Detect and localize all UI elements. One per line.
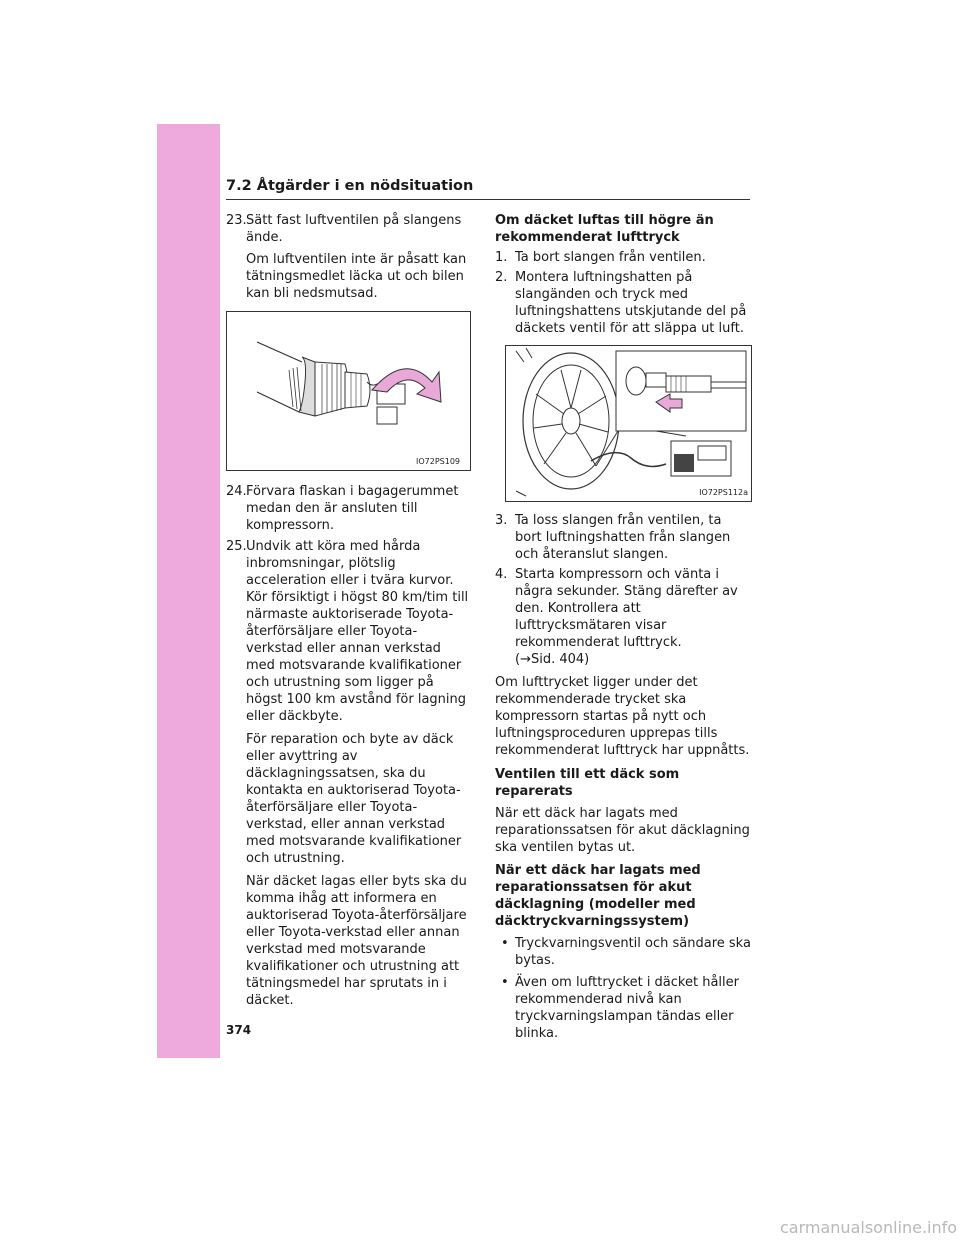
step-number: 2. [495,270,508,285]
heading-overinflated: Om däcket luftas till högre än rekommenderat lufttryck [495,213,714,245]
step-text: Montera luftningshatten på slangänden och tryck med luftningshattens utskjutande del på däckets ventil för att släppa ut luft. [515,270,747,336]
left-column [226,212,472,302]
step-r3 [495,512,751,563]
step-number: 24. [226,484,247,499]
step-text: Ta loss slangen från ventilen, ta bort luftningshatten från slangen och återanslut slangen. [515,513,731,562]
paragraph-repeat: Om lufttrycket ligger under det rekommenderade trycket ska kompressorn startas på nytt och luftningsproceduren upprepas tills rekommenderat lufttryck har uppnåtts. [495,675,750,758]
step-note: För reparation och byte av däck eller avyttring av däcklagningssatsen, ska du kontakta en auktoriserad Toyota-återförsäljare eller Toyota-verkstad, eller annan verkstad med motsvarande kvalifikationer och utrustning. [246,732,462,866]
step-text: Undvik att köra med hårda inbromsningar, plötslig acceleration eller i tvära kurvor. Kör försiktigt i högst 80 km/tim till närmaste auktoriserade Toyota-återförsäljare eller Toyota-verkstad eller annan verkstad med motsvarande kvalifikationer och utrustning som ligger på högst 100 km avstånd för lagning eller däckbyte. [246,539,469,724]
step-number: 1. [495,250,508,265]
bullet-icon: • [501,936,509,951]
step-text: Förvara flaskan i bagagerummet medan den är ansluten till kompressorn. [246,484,459,533]
step-text: Ta bort slangen från ventilen. [515,250,706,265]
list-item-text: Även om lufttrycket i däcket håller rekommenderad nivå kan tryckvarningslampan tändas eller blinka. [515,975,739,1041]
heading-tpms: När ett däck har lagats med reparationssatsen för akut däcklagning (modeller med däcktryckvarningssystem) [495,863,701,929]
step-r2 [495,269,751,337]
list-item [495,974,751,1042]
step-23 [226,212,472,302]
bullet-icon: • [501,975,509,990]
figure-code: IO72PS109 [415,457,460,466]
step-number: 25. [226,539,247,554]
valve-illustration [227,312,470,470]
step-number: 23. [226,213,247,228]
left-column-lower [226,483,472,1009]
step-number: 3. [495,513,508,528]
figure-valve [226,311,471,471]
right-column [495,212,751,337]
paragraph-replace-valve: När ett däck har lagats med reparationssatsen för akut däcklagning ska ventilen bytas ut. [495,806,750,855]
watermark: carmanualsonline.info [780,1218,958,1237]
step-number: 4. [495,567,508,582]
step-note: Om luftventilen inte är påsatt kan tätningsmedlet läcka ut och bilen kan bli nedsmutsad. [246,252,467,301]
right-column-lower [495,512,751,1042]
heading-repaired-valve: Ventilen till ett däck som reparerats [495,767,680,799]
wheel-illustration [506,346,751,501]
page-reference[interactable]: (→Sid. 404) [515,652,590,667]
section-rule [226,199,750,200]
list-item-text: Tryckvarningsventil och sändare ska bytas. [515,936,751,968]
figure-code: IO72PS112a [699,488,748,497]
step-text: Sätt fast luftventilen på slangens ände. [246,213,462,245]
page-number: 374 [226,1023,252,1037]
list-item [495,935,751,969]
step-24 [226,483,472,534]
step-25 [226,538,472,1009]
step-r4 [495,566,751,668]
section-title: 7.2 Åtgärder i en nödsituation [226,178,474,194]
chapter-sidebar [157,124,220,1058]
step-r1 [495,249,751,266]
step-note: När däcket lagas eller byts ska du komma ihåg att informera en auktoriserad Toyota-återförsäljare eller Toyota-verkstad eller annan verkstad med motsvarande kvalifikationer och utrustning att tätningsmedel har sprutats in i däcket. [246,874,467,1008]
step-text: Starta kompressorn och vänta i några sekunder. Stäng därefter av den. Kontrollera att lufttrycksmätaren visar rekommenderat lufttryck. [515,567,738,650]
figure-wheel [505,345,752,502]
